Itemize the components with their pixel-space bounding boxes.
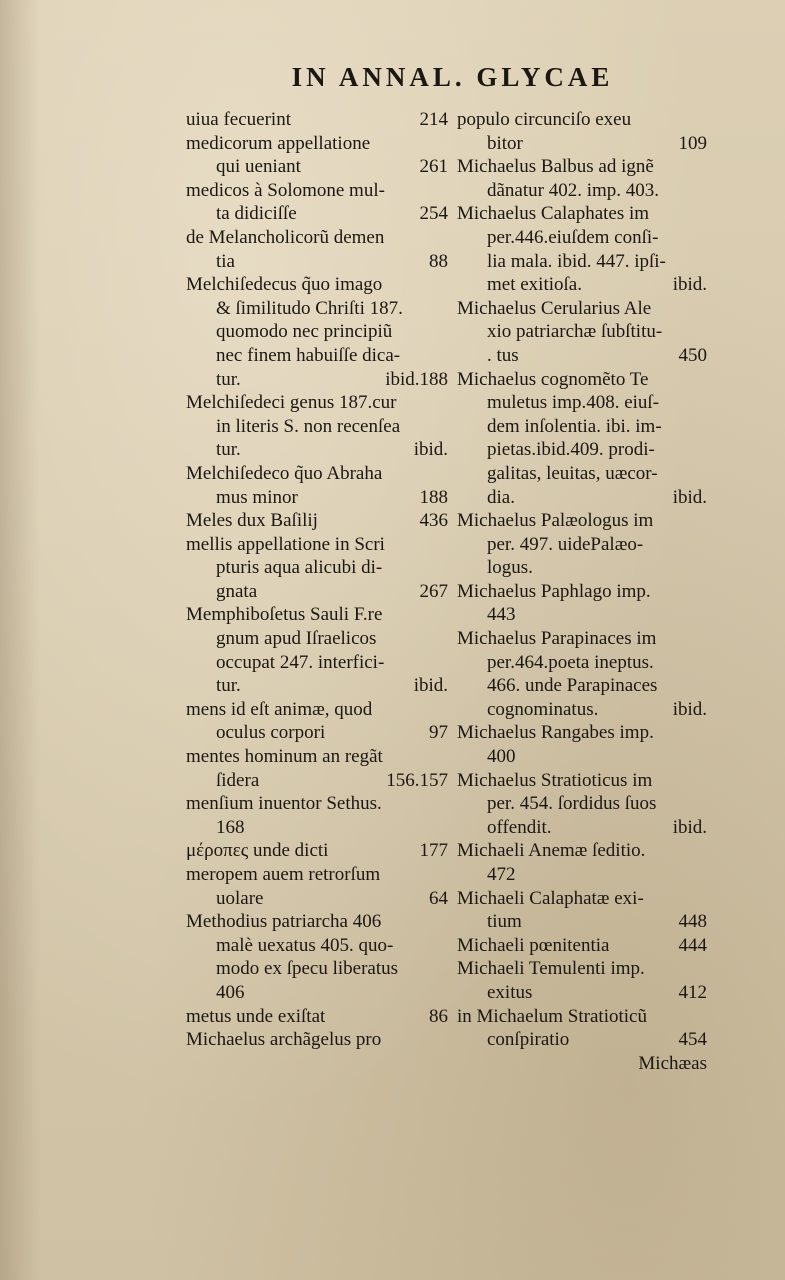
index-entry xyxy=(457,297,707,368)
entry-text: dãnatur 402. imp. 403. xyxy=(487,179,660,201)
page-reference: 188 xyxy=(419,486,448,508)
entry-text: Melchiſedecus q̃uo imago xyxy=(186,274,383,296)
entry-text: de Melancholicorũ demen xyxy=(186,226,385,248)
index-line xyxy=(457,509,707,533)
entry-text: mens id eſt animæ, quod xyxy=(186,698,373,720)
index-line xyxy=(186,792,448,816)
entry-text: in Michaelum Stratioticũ xyxy=(457,1005,647,1027)
index-line xyxy=(186,438,448,462)
index-line xyxy=(457,698,707,722)
index-entry xyxy=(457,769,707,840)
entry-text: xio patriarchæ ſubſtitu- xyxy=(487,321,663,343)
index-entry xyxy=(186,226,448,273)
index-entry xyxy=(186,179,448,226)
entry-text: pietas.ibid.409. prodi- xyxy=(487,439,655,461)
entry-text: muletus imp.408. eiuſ- xyxy=(487,392,660,414)
entry-text: medicorum appellatione xyxy=(186,132,371,154)
index-line xyxy=(457,745,707,769)
entry-text: uolare xyxy=(216,887,264,909)
index-entry xyxy=(457,368,707,510)
entry-text: Meles dux Baſilij xyxy=(186,510,318,532)
index-entry xyxy=(186,745,448,792)
page-reference: 156.157 xyxy=(386,769,448,791)
index-line xyxy=(186,415,448,439)
index-line xyxy=(186,887,448,911)
entry-text: bitor xyxy=(487,132,523,154)
index-line xyxy=(457,297,707,321)
index-column-right xyxy=(457,108,707,1075)
entry-text: gnata xyxy=(216,580,258,602)
index-entry xyxy=(186,533,448,604)
index-line xyxy=(186,698,448,722)
page-reference: ibid. xyxy=(672,698,707,720)
index-line xyxy=(186,533,448,557)
index-entry xyxy=(457,108,707,155)
page-reference: ibid. xyxy=(672,816,707,838)
page-reference: 177 xyxy=(419,840,448,862)
index-line xyxy=(186,179,448,203)
index-line xyxy=(186,721,448,745)
entry-text: . tus xyxy=(487,344,519,366)
entry-text: galitas, leuitas, uæcor- xyxy=(487,462,658,484)
index-entry xyxy=(186,132,448,179)
page-reference: ibid. xyxy=(413,439,448,461)
entry-text: Michaeli Temulenti imp. xyxy=(457,958,645,980)
index-line xyxy=(186,391,448,415)
index-entry xyxy=(186,462,448,509)
entry-text: Michaelus Palæologus im xyxy=(457,510,654,532)
index-entry xyxy=(457,580,707,627)
entry-text: Michaelus archãgelus pro xyxy=(186,1029,382,1051)
index-entry xyxy=(457,627,707,721)
index-line xyxy=(457,603,707,627)
entry-text: mellis appellatione in Scri xyxy=(186,533,385,555)
index-entry xyxy=(457,957,707,1004)
page-reference: 448 xyxy=(678,911,707,933)
index-line xyxy=(457,934,707,958)
index-entry xyxy=(186,1028,448,1052)
page-reference: 86 xyxy=(429,1005,448,1027)
entry-text: oculus corpori xyxy=(216,722,326,744)
entry-text: tur. xyxy=(216,675,241,697)
entry-text: mus minor xyxy=(216,486,298,508)
entry-text: Methodius patriarcha 406 xyxy=(186,911,382,933)
index-entry xyxy=(457,1005,707,1052)
index-line xyxy=(186,273,448,297)
page-reference: 97 xyxy=(429,722,448,744)
index-entry xyxy=(457,934,707,958)
index-line xyxy=(186,250,448,274)
entry-text: nec finem habuiſſe dica- xyxy=(216,344,401,366)
entry-text: modo ex ſpecu liberatus xyxy=(216,958,399,980)
index-line xyxy=(457,533,707,557)
index-entry xyxy=(186,108,448,132)
index-entry xyxy=(186,839,448,863)
entry-text: logus. xyxy=(487,557,533,579)
entry-text: occupat 247. interfici- xyxy=(216,651,385,673)
index-line xyxy=(186,651,448,675)
index-entry xyxy=(457,721,707,768)
index-line xyxy=(457,580,707,604)
index-line xyxy=(457,438,707,462)
entry-text: medicos à Solomone mul- xyxy=(186,179,385,201)
index-line xyxy=(457,273,707,297)
index-line xyxy=(186,1028,448,1052)
entry-text: Michaelus Balbus ad ignẽ xyxy=(457,156,654,178)
page-reference: 109 xyxy=(678,132,707,154)
entry-text: Michaeli Anemæ ſeditio. xyxy=(457,840,646,862)
entry-text: quomodo nec principiũ xyxy=(216,321,393,343)
index-line xyxy=(457,651,707,675)
index-line xyxy=(186,839,448,863)
entry-text: menſium inuentor Sethus. xyxy=(186,793,382,815)
index-entry xyxy=(457,839,707,886)
index-line xyxy=(457,132,707,156)
entry-text: per. 454. ſordidus ſuos xyxy=(487,793,657,815)
index-entry xyxy=(457,887,707,934)
index-entry xyxy=(457,155,707,202)
index-line xyxy=(457,415,707,439)
index-entry xyxy=(186,273,448,391)
index-line xyxy=(186,556,448,580)
entry-text: lia mala. ibid. 447. ipſi- xyxy=(487,250,666,272)
index-line xyxy=(457,108,707,132)
entry-text: tur. xyxy=(216,368,241,390)
index-entry xyxy=(457,509,707,580)
entry-text: Michaeli pœnitentia xyxy=(457,934,610,956)
index-line xyxy=(457,391,707,415)
entry-text: tia xyxy=(216,250,235,272)
entry-text: ta didiciſſe xyxy=(216,203,297,225)
index-line xyxy=(457,839,707,863)
entry-text: tium xyxy=(487,911,522,933)
index-column-left xyxy=(186,108,448,1052)
index-line xyxy=(457,887,707,911)
index-line xyxy=(186,226,448,250)
index-line xyxy=(186,297,448,321)
index-line xyxy=(457,250,707,274)
index-line xyxy=(457,462,707,486)
entry-text: Michaelus Cerularius Ale xyxy=(457,297,652,319)
index-line xyxy=(186,486,448,510)
entry-text: per.446.eiuſdem conſi- xyxy=(487,226,659,248)
index-line xyxy=(457,368,707,392)
entry-text: per.464.poeta ineptus. xyxy=(487,651,654,673)
entry-text: gnum apud Iſraelicos xyxy=(216,628,377,650)
index-line xyxy=(186,132,448,156)
page-reference: ibid. xyxy=(672,486,707,508)
index-entry xyxy=(186,910,448,1004)
catchword: Michæas xyxy=(638,1052,707,1074)
index-line xyxy=(457,320,707,344)
index-line xyxy=(457,627,707,651)
index-line xyxy=(457,486,707,510)
index-entry xyxy=(186,863,448,910)
page-reference: ibid. xyxy=(672,274,707,296)
index-line xyxy=(457,721,707,745)
page-reference: 254 xyxy=(419,203,448,225)
entry-text: Melchiſedeco q̃uo Abraha xyxy=(186,462,383,484)
page-reference: 436 xyxy=(419,510,448,532)
index-line xyxy=(186,674,448,698)
entry-text: 472 xyxy=(487,864,516,885)
entry-text: meropem auem retrorſum xyxy=(186,864,381,885)
entry-text: Michaelus Stratioticus im xyxy=(457,769,653,791)
index-line xyxy=(186,344,448,368)
page-reference: ibid. xyxy=(413,675,448,697)
index-line xyxy=(457,1028,707,1052)
index-line xyxy=(186,155,448,179)
entry-text: μέροπες unde dicti xyxy=(186,840,329,862)
index-line xyxy=(186,580,448,604)
entry-text: Michaelus Calaphates im xyxy=(457,203,650,225)
index-line xyxy=(186,1005,448,1029)
index-line xyxy=(457,226,707,250)
entry-text: met exitioſa. xyxy=(487,274,582,296)
entry-text: Michaelus Paphlago imp. xyxy=(457,580,651,602)
index-line xyxy=(457,674,707,698)
entry-text: & ſimilitudo Chriſti 187. xyxy=(216,297,403,319)
index-line xyxy=(457,981,707,1005)
index-line xyxy=(186,981,448,1005)
entry-text: pturis aqua alicubi di- xyxy=(216,557,383,579)
index-line xyxy=(457,910,707,934)
entry-text: in literis S. non recenſea xyxy=(216,415,401,437)
index-line xyxy=(457,179,707,203)
page-reference: 444 xyxy=(678,934,707,956)
index-line xyxy=(457,816,707,840)
entry-text: 466. unde Parapinaces xyxy=(487,675,658,697)
entry-text: dem inſolentia. ibi. im- xyxy=(487,415,662,437)
entry-text: Michaeli Calaphatæ exi- xyxy=(457,887,644,909)
entry-text: per. 497. uidePalæo- xyxy=(487,533,644,555)
index-entry xyxy=(186,509,448,533)
index-line xyxy=(457,155,707,179)
index-line xyxy=(186,320,448,344)
index-line xyxy=(457,957,707,981)
entry-text: 443 xyxy=(487,604,516,626)
index-entry xyxy=(186,603,448,697)
entry-text: Michaelus Parapinaces im xyxy=(457,628,657,650)
index-line xyxy=(186,863,448,887)
entry-text: 406 xyxy=(216,981,245,1003)
index-entry xyxy=(186,792,448,839)
entry-text: dia. xyxy=(487,486,515,508)
index-entry xyxy=(186,1005,448,1029)
index-line xyxy=(186,745,448,769)
page-reference: 267 xyxy=(419,580,448,602)
entry-text: uiua fecuerint xyxy=(186,109,291,130)
index-line xyxy=(457,556,707,580)
index-line xyxy=(186,957,448,981)
entry-text: Melchiſedeci genus 187.cur xyxy=(186,392,397,414)
index-line xyxy=(186,202,448,226)
page-reference: 450 xyxy=(678,344,707,366)
page-reference: 214 xyxy=(419,109,448,130)
index-line xyxy=(186,462,448,486)
entry-text: Michaelus cognomẽto Te xyxy=(457,368,649,390)
index-line xyxy=(457,863,707,887)
index-line xyxy=(186,509,448,533)
entry-text: exitus xyxy=(487,981,533,1003)
index-line xyxy=(186,627,448,651)
entry-text: cognominatus. xyxy=(487,698,599,720)
index-line xyxy=(457,769,707,793)
entry-text: conſpiratio xyxy=(487,1029,570,1051)
index-line xyxy=(186,934,448,958)
entry-text: offendit. xyxy=(487,816,552,838)
index-line xyxy=(186,816,448,840)
entry-text: populo circunciſo exeu xyxy=(457,109,632,130)
entry-text: mentes hominum an regãt xyxy=(186,746,383,768)
entry-text: tur. xyxy=(216,439,241,461)
page-reference: 64 xyxy=(429,887,448,909)
page-reference: 454 xyxy=(678,1029,707,1051)
page-reference: 261 xyxy=(419,156,448,178)
index-entry xyxy=(186,391,448,462)
entry-text: metus unde exiſtat xyxy=(186,1005,326,1027)
entry-text: 400 xyxy=(487,746,516,768)
index-line xyxy=(457,202,707,226)
index-entry xyxy=(186,698,448,745)
entry-text: malè uexatus 405. quo- xyxy=(216,934,394,956)
index-line xyxy=(186,603,448,627)
index-line xyxy=(186,368,448,392)
running-head: IN ANNAL. GLYCAE xyxy=(291,62,614,92)
index-line xyxy=(186,910,448,934)
index-line xyxy=(457,344,707,368)
index-line xyxy=(186,108,448,132)
entry-text: 168 xyxy=(216,816,245,838)
entry-text: ſidera xyxy=(216,769,260,791)
entry-text: qui ueniant xyxy=(216,156,301,178)
index-line xyxy=(457,1005,707,1029)
entry-text: Memphiboſetus Sauli F.re xyxy=(186,604,383,626)
index-entry xyxy=(457,202,707,296)
page-reference: 412 xyxy=(678,981,707,1003)
index-line xyxy=(186,769,448,793)
index-line xyxy=(457,792,707,816)
page-reference: ibid.188 xyxy=(385,368,448,390)
page-reference: 88 xyxy=(429,250,448,272)
entry-text: Michaelus Rangabes imp. xyxy=(457,722,654,744)
